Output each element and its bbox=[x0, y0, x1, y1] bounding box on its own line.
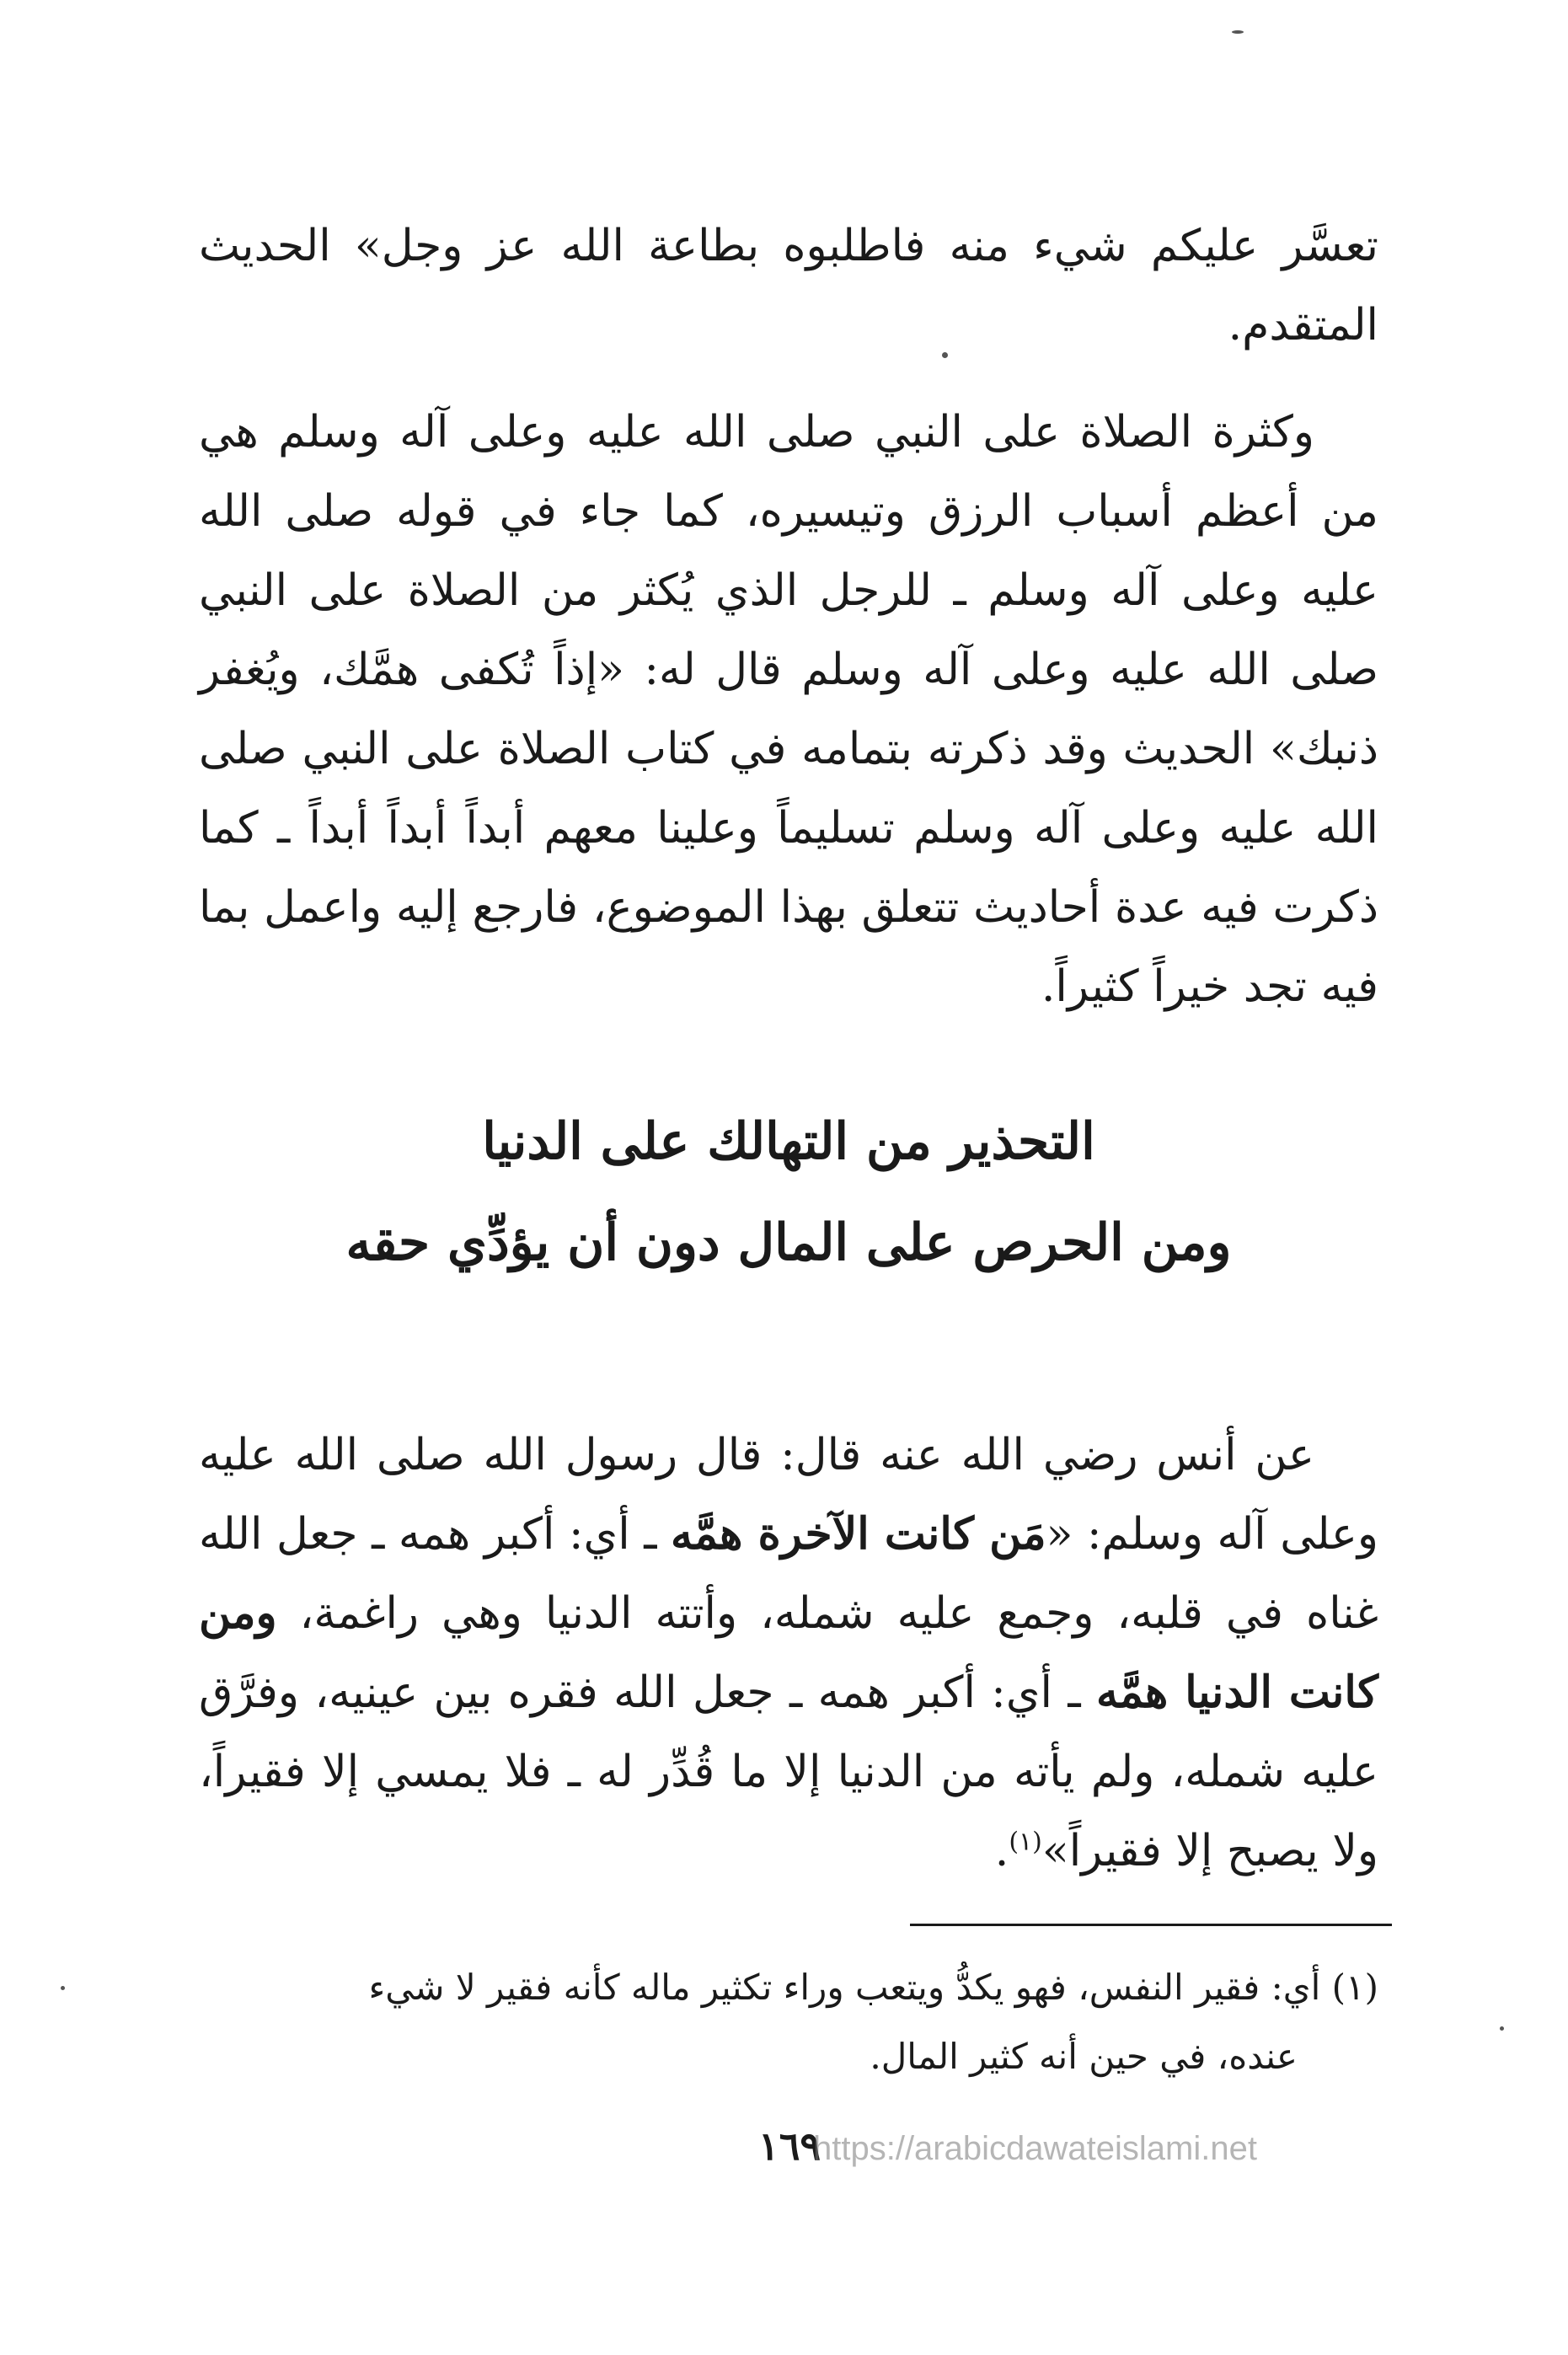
footnote-line-2: عنده، في حين أنه كثير المال. bbox=[870, 2036, 1298, 2077]
footnote-reference: (١) bbox=[1009, 1827, 1042, 1857]
scan-speck bbox=[1232, 30, 1244, 34]
paragraph-text: وكثرة الصلاة على النبي صلى الله عليه وعلى آله وسلم هي من أعظم أسباب الرزق وتيسيره، كما جاء في قوله صلى الله عليه وعلى آله وسلم ـ للرجل الذي يُكثر من الصلاة على النبي صلى الله عليه وعلى آله وسلم قال له: «إذاً تُكفى همَّك، ويُغفر ذنبك» الحديث وقد ذكرته بتمامه في كتاب الصلاة على النبي صلى الله عليه وعلى آله وسلم تسليماً وعلينا معهم أبداً أبداً أبداً ـ كما ذكرت فيه عدة أحاديث تتعلق بهذا الموضوع، فارجع إليه واعمل بما فيه تجد خيراً كثيراً. bbox=[199, 407, 1378, 1012]
continuation-paragraph bbox=[199, 206, 1378, 365]
footnote-text-1: أي: فقير النفس، فهو يكدُّ ويتعب وراء تكثير ماله كأنه فقير لا شيء bbox=[368, 1967, 1321, 2008]
hadith-text bbox=[199, 1416, 1378, 1891]
footnote bbox=[199, 1953, 1378, 2091]
watermark-url: https://arabicdawateislami.net bbox=[813, 2130, 1257, 2167]
scan-speck bbox=[61, 1986, 65, 1990]
section-heading-line-1: التحذير من التهالك على الدنيا bbox=[482, 1112, 1095, 1171]
scan-speck bbox=[1500, 2026, 1504, 2031]
page-number: ١٦٩ bbox=[758, 2123, 821, 2169]
hadith-middle-1: ـ أي: أكبر همه ـ جعل الله غناه في قلبه، وجمع عليه شمله، وأتته الدنيا وهي راغمة، bbox=[199, 1509, 1378, 1639]
footnote-separator bbox=[910, 1924, 1392, 1926]
paragraph-text: تعسَّر عليكم شيء منه فاطلبوه بطاعة الله عز وجل» الحديث المتقدم. bbox=[199, 221, 1378, 351]
hadith-paragraph bbox=[199, 1416, 1378, 1891]
footnote-line-1 bbox=[199, 1953, 1378, 2022]
hadith-middle-2: ـ أي: أكبر همه ـ جعل الله فقره بين عينيه، وفرَّق عليه شمله، ولم يأته من الدنيا إلا ما قُدِّر له ـ فلا يمسي إلا فقيراً، ولا يصبح إلا فقيراً bbox=[199, 1667, 1378, 1876]
hadith-intro: عن أنس رضي الله عنه قال: قال رسول الله صلى الله عليه وعلى آله وسلم: « bbox=[199, 1430, 1378, 1560]
hadith-bold-phrase-1: مَن كانت الآخرة همَّه bbox=[671, 1508, 1046, 1560]
hadith-bold-phrase-2: ومن كانت الدنيا همَّه bbox=[199, 1587, 1378, 1718]
salawat-paragraph bbox=[199, 393, 1378, 1026]
footnote-marker: (١) bbox=[1331, 1967, 1378, 2008]
section-heading-line-2: ومن الحرص على المال دون أن يؤدِّي حقه bbox=[345, 1213, 1232, 1272]
hadith-close-quote: » bbox=[1041, 1826, 1069, 1876]
hadith-end: . bbox=[994, 1826, 1009, 1876]
